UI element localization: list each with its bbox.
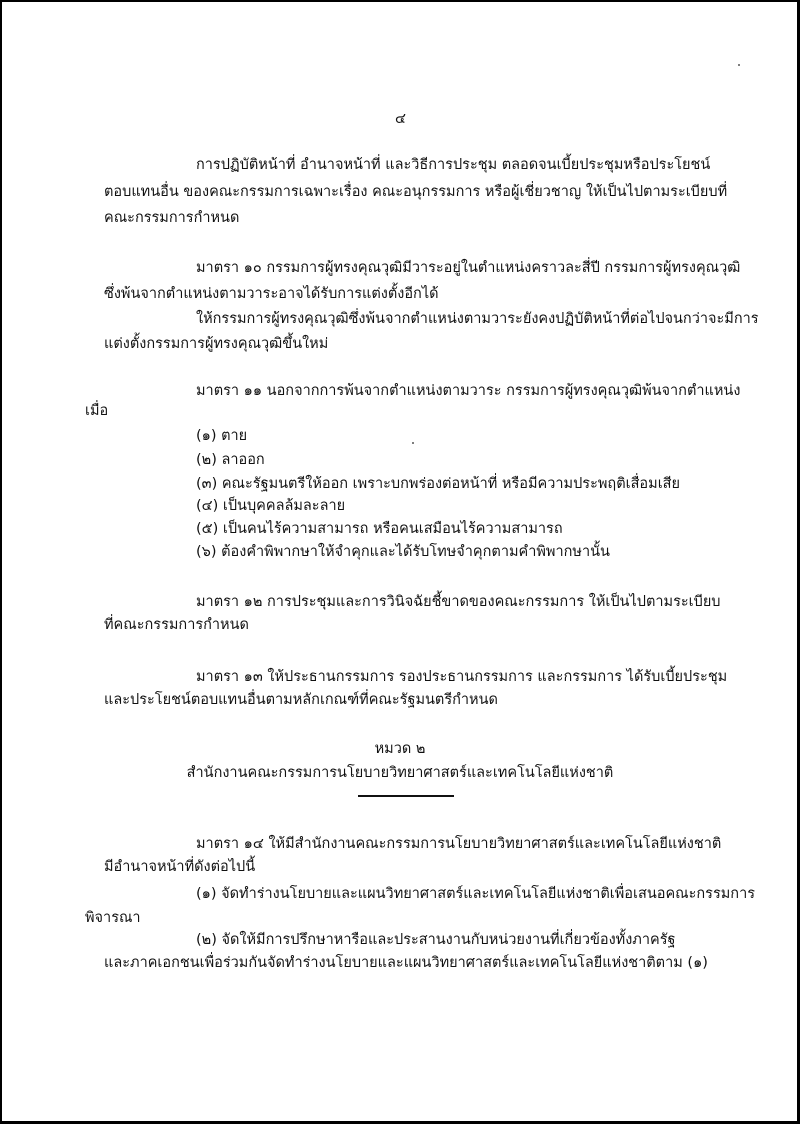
section-14-line: (๒) จัดให้มีการปรึกษาหารือและประสานงานกับหน่วยงานที่เกี่ยวข้องทั้งภาครัฐ [196,932,676,948]
page-number: ๔ [395,111,406,127]
section-14-line: มีอำนาจหน้าที่ดังต่อไปนี้ [104,859,256,875]
section-11-item: (๑) ตาย [196,428,248,444]
paragraph-line: ตอบแทนอื่น ของคณะกรรมการเฉพาะเรื่อง คณะอนุกรรมการ หรือผู้เชี่ยวชาญ ให้เป็นไปตามระเบียบที่ [104,184,728,200]
scan-border-top [0,0,800,2]
chapter-heading: หมวด ๒ [374,741,426,757]
section-14-line: พิจารณา [85,910,141,926]
section-10-line: แต่งตั้งกรรมการผู้ทรงคุณวุฒิขึ้นใหม่ [104,336,329,352]
section-13-line: และประโยชน์ตอบแทนอื่นตามหลักเกณฑ์ที่คณะรัฐมนตรีกำหนด [104,692,498,708]
chapter-divider [358,795,454,797]
section-10-line: มาตรา ๑๐ กรรมการผู้ทรงคุณวุฒิมีวาระอยู่ในตำแหน่งคราวละสี่ปี กรรมการผู้ทรงคุณวุฒิ [196,260,741,276]
paragraph-line: คณะกรรมการกำหนด [104,210,240,226]
section-10-line: ซึ่งพ้นจากตำแหน่งตามวาระอาจได้รับการแต่งตั้งอีกได้ [104,286,439,302]
section-11-line: เมื่อ [85,403,109,419]
chapter-title: สำนักงานคณะกรรมการนโยบายวิทยาศาสตร์และเทคโนโลยีแห่งชาติ [186,765,614,781]
section-11-item: (๓) คณะรัฐมนตรีให้ออก เพราะบกพร่องต่อหน้าที่ หรือมีความประพฤติเสื่อมเสีย [196,476,681,492]
section-12-line: ที่คณะกรรมการกำหนด [104,617,249,633]
scan-speck [412,442,414,444]
section-11-item: (๕) เป็นคนไร้ความสามารถ หรือคนเสมือนไร้ความสามารถ [196,521,563,537]
section-14-line: และภาคเอกชนเพื่อร่วมกันจัดทำร่างนโยบายและแผนวิทยาศาสตร์และเทคโนโลยีแห่งชาติตาม (๑) [104,955,708,971]
paragraph-line: การปฏิบัติหน้าที่ อำนาจหน้าที่ และวิธีการประชุม ตลอดจนเบี้ยประชุมหรือประโยชน์ [196,157,711,173]
section-13-line: มาตรา ๑๓ ให้ประธานกรรมการ รองประธานกรรมการ และกรรมการ ได้รับเบี้ยประชุม [196,669,728,685]
section-11-item: (๖) ต้องคำพิพากษาให้จำคุกและได้รับโทษจำคุกตามคำพิพากษานั้น [196,544,610,560]
section-14-line: มาตรา ๑๔ ให้มีสำนักงานคณะกรรมการนโยบายวิทยาศาสตร์และเทคโนโลยีแห่งชาติ [196,836,722,852]
section-11-line: มาตรา ๑๑ นอกจากการพ้นจากตำแหน่งตามวาระ กรรมการผู้ทรงคุณวุฒิพ้นจากตำแหน่ง [196,383,741,399]
section-12-line: มาตรา ๑๒ การประชุมและการวินิจฉัยชี้ขาดของคณะกรรมการ ให้เป็นไปตามระเบียบ [196,594,721,610]
section-11-item: (๔) เป็นบุคคลล้มละลาย [196,498,346,514]
section-11-item: (๒) ลาออก [196,452,265,468]
scan-border-left [0,0,2,1124]
scan-speck [738,64,740,66]
section-10-line: ให้กรรมการผู้ทรงคุณวุฒิซึ่งพ้นจากตำแหน่งตามวาระยังคงปฏิบัติหน้าที่ต่อไปจนกว่าจะมีการ [196,311,759,327]
section-14-line: (๑) จัดทำร่างนโยบายและแผนวิทยาศาสตร์และเทคโนโลยีแห่งชาติเพื่อเสนอคณะกรรมการ [196,886,756,902]
